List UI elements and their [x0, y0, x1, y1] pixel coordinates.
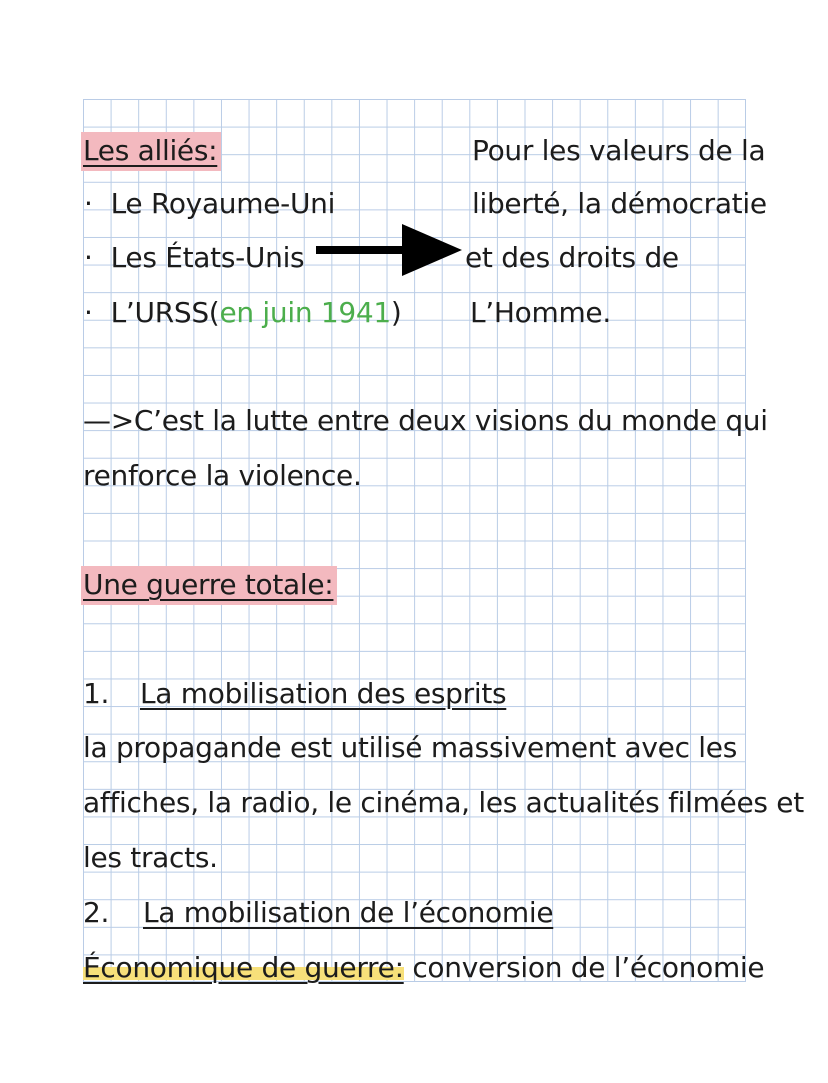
section-2-heading — [83, 896, 553, 930]
arrow-text: —> — [83, 404, 134, 437]
list-item — [84, 187, 335, 221]
values-line: L’Homme. — [470, 296, 611, 329]
values-line: liberté, la démocratie — [472, 187, 767, 220]
definition-text: conversion de l’économie — [403, 951, 765, 984]
values-line: Pour les valeurs de la — [472, 134, 766, 167]
definition-term: Économique de guerre: — [83, 951, 404, 984]
section-title: La mobilisation de l’économie — [143, 896, 554, 929]
bullet-icon: · — [84, 241, 93, 274]
bullet-icon: · — [84, 296, 93, 329]
list-item-text: Le Royaume-Uni — [110, 187, 336, 220]
section-number: 2. — [83, 896, 110, 929]
paragraph-line: la propagande est utilisé massivement avec les — [83, 731, 737, 764]
total-war-heading — [83, 568, 337, 602]
section-title: La mobilisation des esprits — [140, 677, 507, 710]
definition-line — [83, 951, 764, 985]
bullet-icon: · — [84, 187, 93, 220]
total-war-heading-text: Une guerre totale: — [81, 566, 337, 605]
values-line: et des droits de — [465, 241, 679, 274]
conclusion-text: C’est la lutte entre deux visions du monde qui — [133, 404, 768, 437]
paragraph-line: affiches, la radio, le cinéma, les actualités filmées et — [83, 786, 804, 819]
right-arrow-icon — [316, 222, 466, 278]
list-item-suffix: ) — [390, 296, 402, 329]
section-1-heading — [83, 677, 506, 711]
list-item — [84, 296, 402, 330]
section-number: 1. — [83, 677, 110, 710]
list-item-text: Les États-Unis — [110, 241, 305, 274]
list-item — [84, 241, 304, 275]
conclusion-line-2: renforce la violence. — [83, 459, 362, 492]
allies-heading — [83, 134, 221, 168]
date-note: en juin 1941 — [219, 296, 391, 329]
paragraph-line: les tracts. — [83, 841, 218, 874]
list-item-text: L’URSS( — [110, 296, 220, 329]
conclusion-line-1 — [83, 404, 768, 438]
allies-heading-text: Les alliés: — [81, 132, 221, 171]
